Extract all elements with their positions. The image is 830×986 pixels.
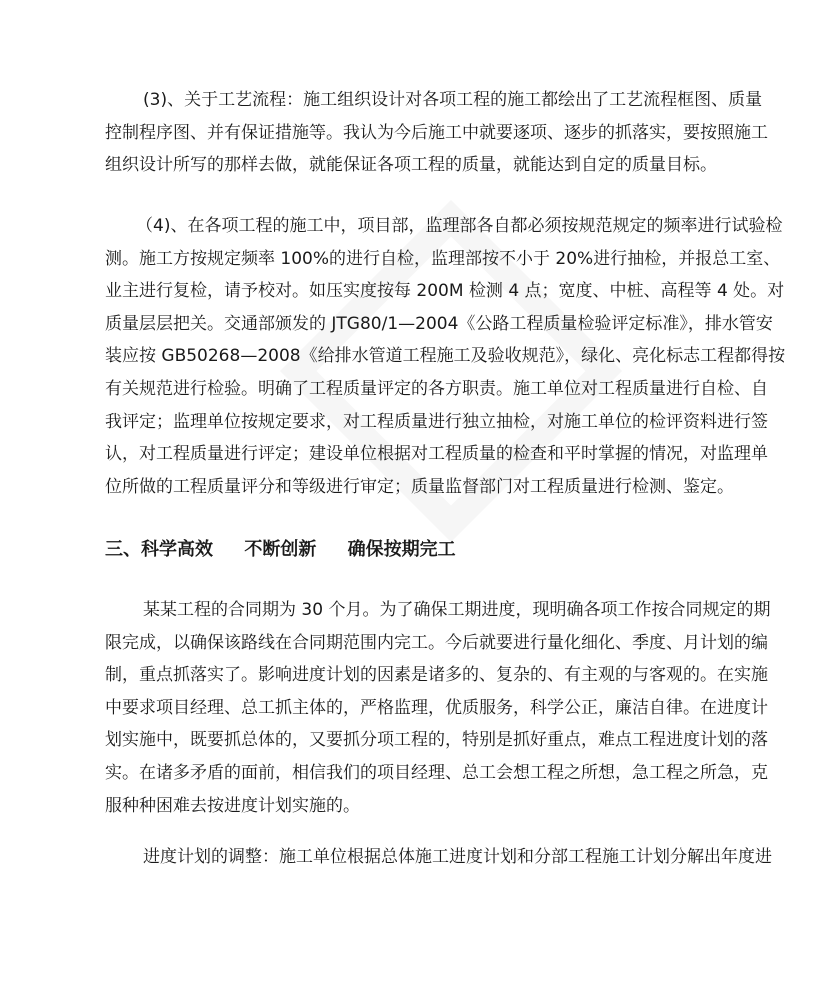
text-line: 控制程序图、并有保证措施等。我认为今后施工中就要逐项、逐步的抓落实，要按照施工 [105,122,768,143]
text-line: 限完成，以确保该路线在合同期范围内完工。今后就要进行量化细化、季度、月计划的编 [105,632,768,653]
paragraph-schedule [105,594,771,822]
section-heading: 三、科学高效 不断创新 确保按期完工 [105,539,456,560]
text-line: 业主进行复检，请予校对。如压实度按每 200M 检测 4 点；宽度、中桩、高程等 4 处。对 [105,281,785,302]
text-line: 认，对工程质量进行评定；建设单位根据对工程质量的检查和平时掌握的情况，对监理单 [105,444,768,465]
text-line: 某某工程的合同期为 30 个月。为了确保工期进度，现明确各项工作按合同规定的期 [143,600,771,620]
text-line: 实。在诸多矛盾的面前，相信我们的项目经理、总工会想工程之所想，急工程之所急，克 [105,762,768,783]
paragraph-process-flow [105,84,768,182]
text-line: 质量层层把关。交通部颁发的 JTG80/1—2004《公路工程质量检验评定标准》，排水管安 [105,313,773,334]
text-line: 装应按 GB50268—2008《给排水管道工程施工及验收规范》，绿化、亮化标志工程都得按 [105,346,786,367]
text-line: 我评定；监理单位按规定要求，对工程质量进行独立抽检，对施工单位的检评资料进行签 [105,411,768,432]
text-line: 有关规范进行检验。明确了工程质量评定的各方职责。施工单位对工程质量进行自检、自 [105,378,768,399]
text-line: 测。施工方按规定频率 100%的进行自检，监理部按不小于 20%进行抽检，并报总工室、 [105,248,781,269]
text-line: 制，重点抓落实了。影响进度计划的因素是诸多的、复杂的、有主观的与客观的。在实施 [105,665,768,686]
text-line: 位所做的工程质量评分和等级进行审定；质量监督部门对工程质量进行检测、鉴定。 [105,476,734,497]
text-line: 中要求项目经理、总工抓主体的，严格监理，优质服务，科学公正，廉洁自律。在进度计 [105,697,768,718]
paragraph-schedule-adjustment [105,841,772,874]
text-line: 划实施中，既要抓总体的，又要抓分项工程的，特别是抓好重点，难点工程进度计划的落 [105,730,768,751]
text-line: 服种种困难去按进度计划实施的。 [105,795,360,816]
paragraph-inspection [105,210,786,503]
text-line: (3)、关于工艺流程：施工组织设计对各项工程的施工都绘出了工艺流程框图、质量 [143,90,763,110]
text-line: 进度计划的调整：施工单位根据总体施工进度计划和分部工程施工计划分解出年度进 [143,847,772,867]
text-line: （4)、在各项工程的施工中，项目部，监理部各自都必须按规范规定的频率进行试验检 [136,216,783,236]
text-line: 组织设计所写的那样去做，就能保证各项工程的质量，就能达到自定的质量目标。 [105,155,717,176]
